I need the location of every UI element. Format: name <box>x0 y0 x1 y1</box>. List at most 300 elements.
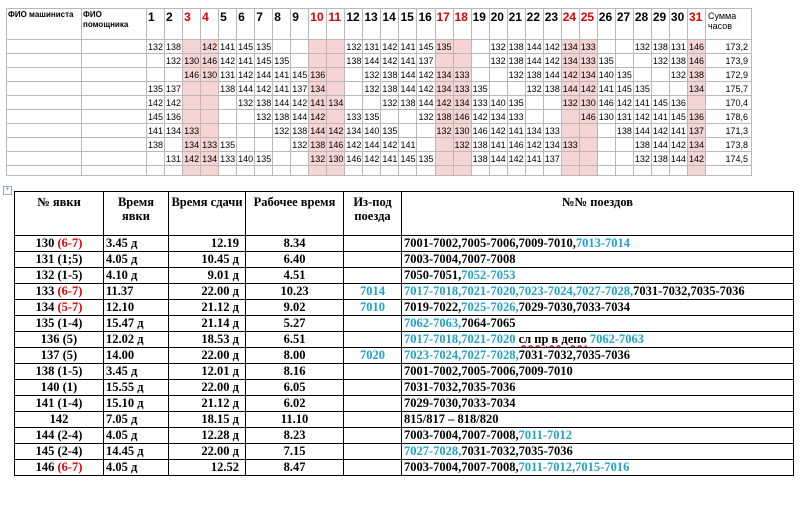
duty-cell <box>579 124 597 138</box>
duty-cell: 142 <box>202 41 218 52</box>
duty-cell <box>453 166 471 176</box>
duty-cell <box>489 166 507 176</box>
duty-from-train: 7014 <box>344 284 402 300</box>
duty-cell <box>219 124 237 138</box>
duty-cell <box>327 54 345 68</box>
train-segment: 7013-7014 <box>575 236 631 250</box>
duty-cell <box>219 166 237 176</box>
train-segment: 7050-7051, <box>404 268 462 282</box>
duty-cell: 138 <box>508 41 524 52</box>
duty-cell: 134 <box>436 69 452 80</box>
duty-cell <box>435 166 453 176</box>
duty-cell <box>435 54 453 68</box>
duty-cell: 146 <box>454 111 470 122</box>
duty-cell <box>273 152 291 166</box>
duty-cell: 144 <box>310 125 326 136</box>
duty-trains <box>402 364 794 380</box>
duty-from-train <box>344 268 402 284</box>
duty-start-time: 14.00 <box>104 348 169 364</box>
duty-cell <box>147 166 165 176</box>
duty-start-time: 4.10 д <box>104 268 169 284</box>
duty-work-time: 7.15 <box>246 444 344 460</box>
duty-trains <box>402 428 794 444</box>
duty-cell: 130 <box>598 111 614 122</box>
duty-cell <box>561 166 579 176</box>
duty-cell <box>687 96 705 110</box>
duty-cell: 132 <box>490 55 506 66</box>
duty-cell: 134 <box>544 139 560 150</box>
duty-cell: 138 <box>472 139 488 150</box>
duty-cell <box>417 138 435 152</box>
duty-cell: 144 <box>562 83 578 94</box>
day-header: 23 <box>543 9 561 40</box>
duty-cell: 132 <box>364 83 380 94</box>
duty-no-cell <box>15 428 104 444</box>
duty-cell: 138 <box>436 111 452 122</box>
duty-cell: 131 <box>616 111 632 122</box>
roster-row <box>7 68 752 82</box>
duty-cell: 141 <box>220 41 236 52</box>
duty-cell: 132 <box>526 83 542 94</box>
day-header: 21 <box>507 9 525 40</box>
duty-cell <box>273 166 291 176</box>
duty-cell: 146 <box>598 97 614 108</box>
duty-start-time: 4.05 д <box>104 428 169 444</box>
duty-work-time: 6.02 <box>246 396 344 412</box>
sum-hours-cell: 173,8 <box>705 138 751 152</box>
assistant-name-cell <box>82 40 147 54</box>
duty-cell: 135 <box>418 153 434 164</box>
duty-cell: 141 <box>652 111 668 122</box>
duty-cell: 138 <box>616 125 632 136</box>
duty-work-time: 8.00 <box>246 348 344 364</box>
duty-cell: 132 <box>418 111 434 122</box>
duty-cell <box>219 110 237 124</box>
duty-cell: 142 <box>616 97 632 108</box>
driver-name-cell <box>7 110 82 124</box>
train-segment: 7029-7030,7033-7034 <box>404 396 516 410</box>
duty-cell: 138 <box>652 41 668 52</box>
duty-cell: 144 <box>238 83 254 94</box>
train-segment: 7031-7032,7035-7036 <box>404 380 516 394</box>
duty-no-cell <box>15 460 104 476</box>
duty-cell: 133 <box>454 83 470 94</box>
duty-cell: 138 <box>382 83 398 94</box>
duty-days: (6-7) <box>57 460 83 474</box>
duty-cell <box>615 138 633 152</box>
duty-end-time: 18.15 д <box>169 412 246 428</box>
duty-cell: 133 <box>202 139 218 150</box>
duty-cell <box>273 138 291 152</box>
duty-no-cell <box>15 396 104 412</box>
day-header: 18 <box>453 9 471 40</box>
train-segment: сл пр в депо <box>518 332 587 346</box>
duty-cell: 142 <box>508 153 524 164</box>
duty-row <box>15 428 794 444</box>
duty-cell <box>165 166 183 176</box>
duty-cell <box>615 166 633 176</box>
duty-cell <box>147 68 165 82</box>
duty-cell: 138 <box>166 41 182 52</box>
duty-days: (1-4) <box>57 316 83 330</box>
duty-cell <box>255 124 273 138</box>
day-header: 28 <box>633 9 651 40</box>
duty-cell: 133 <box>544 125 560 136</box>
duty-end-time: 22.00 д <box>169 348 246 364</box>
duty-cell: 132 <box>238 97 254 108</box>
duty-cell: 142 <box>346 139 362 150</box>
duty-cell: 145 <box>418 41 434 52</box>
duty-no-cell <box>15 348 104 364</box>
duty-days: (1-4) <box>57 396 83 410</box>
duty-cell: 132 <box>454 139 470 150</box>
duty-cell: 144 <box>490 153 506 164</box>
duty-cell <box>237 166 255 176</box>
duty-cell: 132 <box>346 41 362 52</box>
duty-cell: 141 <box>670 125 686 136</box>
duty-cell: 142 <box>382 55 398 66</box>
duty-row <box>15 268 794 284</box>
duty-from-train <box>344 444 402 460</box>
roster-row <box>7 152 752 166</box>
duty-cell <box>651 82 669 96</box>
duty-cell: 140 <box>490 97 506 108</box>
duty-cell: 132 <box>670 69 686 80</box>
train-segment: 7003-7004,7007-7008 <box>404 252 516 266</box>
roster-row <box>7 82 752 96</box>
sum-hours-cell: 175,7 <box>705 82 751 96</box>
duty-cell <box>309 40 327 54</box>
duty-cell: 146 <box>202 55 218 66</box>
roster-row <box>7 110 752 124</box>
duty-cell <box>327 110 345 124</box>
duty-work-time: 9.02 <box>246 300 344 316</box>
duty-cell <box>543 96 561 110</box>
sum-hours-cell: 173,2 <box>705 40 751 54</box>
duty-cell <box>165 68 183 82</box>
duty-cell: 141 <box>148 125 164 136</box>
duty-cell <box>687 166 705 176</box>
duty-cell: 132 <box>166 55 182 66</box>
duty-cell: 134 <box>436 83 452 94</box>
duty-cell: 142 <box>166 97 182 108</box>
duty-cell <box>309 54 327 68</box>
duty-cell <box>561 110 579 124</box>
duty-header-row <box>15 192 794 236</box>
duty-cell: 138 <box>148 139 164 150</box>
duty-row <box>15 236 794 252</box>
duty-cell: 144 <box>274 97 290 108</box>
duty-cell <box>597 40 615 54</box>
duty-cell <box>201 110 219 124</box>
duty-days: (1-5) <box>57 268 83 282</box>
duty-cell <box>201 96 219 110</box>
train-segment: 7023-7024,7027-7028, <box>404 348 519 362</box>
sum-hours-cell: 170,4 <box>705 96 751 110</box>
train-segment: 7052-7053 <box>461 268 516 282</box>
duty-cell: 140 <box>364 125 380 136</box>
assistant-name-cell <box>82 152 147 166</box>
table-move-handle-icon[interactable]: + <box>3 186 12 195</box>
duty-cell: 138 <box>220 83 236 94</box>
duty-trains <box>402 252 794 268</box>
duty-cell: 145 <box>616 83 632 94</box>
train-segment: 7027-7028, <box>404 444 462 458</box>
duty-header-trains: №№ поездов <box>402 192 794 236</box>
duty-cell: 132 <box>274 125 290 136</box>
duty-from-train <box>344 396 402 412</box>
duty-cell: 141 <box>490 139 506 150</box>
duty-row <box>15 364 794 380</box>
duty-trains <box>402 412 794 428</box>
duty-cell: 146 <box>472 125 488 136</box>
duty-cell: 144 <box>364 55 380 66</box>
day-header: 15 <box>399 9 417 40</box>
day-header: 22 <box>525 9 543 40</box>
assistant-name-header: ФИО помощника <box>82 9 147 40</box>
duty-end-time: 12.19 <box>169 236 246 252</box>
duty-cell: 146 <box>346 153 362 164</box>
duty-work-time: 11.10 <box>246 412 344 428</box>
duty-cell <box>255 166 273 176</box>
duty-cell: 133 <box>454 69 470 80</box>
duty-cell: 142 <box>418 69 434 80</box>
duty-cell: 132 <box>256 111 272 122</box>
duty-cell <box>543 110 561 124</box>
duty-cell <box>561 152 579 166</box>
duty-cell <box>471 54 489 68</box>
sum-hours-cell: 178,6 <box>705 110 751 124</box>
train-segment: 815/817 – 818/820 <box>404 412 499 426</box>
duty-days: (1) <box>62 380 78 394</box>
duty-cell: 134 <box>526 125 542 136</box>
duty-cell: 134 <box>688 139 704 150</box>
duty-cell: 135 <box>634 83 650 94</box>
duty-days: (5) <box>62 332 78 346</box>
duty-cell: 142 <box>220 55 236 66</box>
duty-end-time: 22.00 д <box>169 380 246 396</box>
duty-table-wrap <box>14 191 794 476</box>
duty-cell: 144 <box>544 69 560 80</box>
duty-cell: 144 <box>400 83 416 94</box>
train-segment: 7011-7012 <box>518 428 573 442</box>
duty-cell: 130 <box>580 97 596 108</box>
duty-cell: 132 <box>508 69 524 80</box>
roster-row <box>7 96 752 110</box>
duty-cell <box>291 40 309 54</box>
duty-number: 146 <box>35 460 55 474</box>
duty-cell: 144 <box>526 41 542 52</box>
duty-cell: 134 <box>490 111 506 122</box>
duty-cell: 132 <box>634 41 650 52</box>
duty-cell: 132 <box>562 97 578 108</box>
day-header: 11 <box>327 9 345 40</box>
duty-cell <box>327 166 345 176</box>
duty-work-time: 6.40 <box>246 252 344 268</box>
duty-cell <box>273 40 291 54</box>
duty-cell: 137 <box>418 55 434 66</box>
duty-no-cell <box>15 316 104 332</box>
duty-cell <box>291 54 309 68</box>
duty-end-time: 21.14 д <box>169 316 246 332</box>
driver-name-header: ФИО машиниста <box>7 9 82 40</box>
duty-cell: 141 <box>400 41 416 52</box>
duty-cell <box>345 82 363 96</box>
sum-hours-cell: 171,3 <box>705 124 751 138</box>
assistant-name-cell <box>82 138 147 152</box>
duty-work-time: 5.27 <box>246 316 344 332</box>
train-segment: 7064-7065 <box>461 316 516 330</box>
duty-cell <box>489 68 507 82</box>
duty-work-time: 8.16 <box>246 364 344 380</box>
duty-cell <box>597 138 615 152</box>
duty-from-train: 7020 <box>344 348 402 364</box>
duty-trains <box>402 284 794 300</box>
duty-cell: 145 <box>670 111 686 122</box>
duty-cell <box>651 166 669 176</box>
duty-cell <box>183 166 201 176</box>
train-segment: 7062-7063 <box>586 332 645 346</box>
duty-cell: 138 <box>670 55 686 66</box>
roster-row <box>7 166 752 176</box>
duty-cell <box>399 166 417 176</box>
duty-cell: 133 <box>184 125 200 136</box>
duty-cell: 142 <box>364 153 380 164</box>
duty-cell: 132 <box>634 153 650 164</box>
duty-from-train <box>344 252 402 268</box>
duty-cell: 134 <box>310 83 326 94</box>
duty-end-time: 9.01 д <box>169 268 246 284</box>
day-header: 9 <box>291 9 309 40</box>
duty-number: 132 <box>35 268 55 282</box>
sum-hours-header: Сумма часов <box>705 9 751 40</box>
duty-cell: 134 <box>202 153 218 164</box>
duty-end-time: 12.01 д <box>169 364 246 380</box>
duty-cell: 140 <box>238 153 254 164</box>
duty-cell <box>147 152 165 166</box>
duty-trains <box>402 460 794 476</box>
duty-cell: 142 <box>328 125 344 136</box>
duty-cell: 134 <box>688 83 704 94</box>
day-header: 30 <box>669 9 687 40</box>
duty-end-time: 10.45 д <box>169 252 246 268</box>
duty-cell <box>183 96 201 110</box>
duty-cell <box>669 166 687 176</box>
duty-from-train <box>344 364 402 380</box>
duty-cell: 133 <box>472 97 488 108</box>
duty-start-time: 12.10 <box>104 300 169 316</box>
duty-cell <box>615 152 633 166</box>
duty-days: (1;5) <box>57 252 83 266</box>
duty-cell: 131 <box>166 153 182 164</box>
duty-cell <box>615 54 633 68</box>
duty-days: (5-7) <box>57 300 83 314</box>
duty-cell <box>471 40 489 54</box>
day-header: 26 <box>597 9 615 40</box>
duty-cell: 144 <box>418 97 434 108</box>
duty-no-cell <box>15 380 104 396</box>
duty-trains <box>402 300 794 316</box>
duty-cell: 134 <box>346 125 362 136</box>
duty-cell: 135 <box>508 97 524 108</box>
duty-cell: 144 <box>400 69 416 80</box>
train-segment: 7011-7012,7015-7016 <box>518 460 630 474</box>
duty-cell <box>525 166 543 176</box>
day-header: 2 <box>165 9 183 40</box>
duty-cell: 144 <box>292 111 308 122</box>
duty-cell: 135 <box>382 125 398 136</box>
duty-number: 131 <box>35 252 55 266</box>
day-header: 8 <box>273 9 291 40</box>
duty-trains <box>402 348 794 364</box>
day-header: 7 <box>255 9 273 40</box>
train-segment: 7003-7004,7007-7008, <box>404 460 519 474</box>
duty-cell: 135 <box>148 83 164 94</box>
day-header: 14 <box>381 9 399 40</box>
duty-cell <box>399 110 417 124</box>
driver-name-cell <box>7 152 82 166</box>
duty-cell: 135 <box>274 55 290 66</box>
duty-cell: 138 <box>256 97 272 108</box>
day-header: 17 <box>435 9 453 40</box>
duty-cell: 146 <box>184 69 200 80</box>
driver-name-cell <box>7 124 82 138</box>
duty-start-time: 15.10 д <box>104 396 169 412</box>
duty-no-cell <box>15 268 104 284</box>
duty-cell: 132 <box>436 125 452 136</box>
duty-cell: 142 <box>292 97 308 108</box>
duty-cell: 135 <box>364 111 380 122</box>
duty-cell: 136 <box>688 111 704 122</box>
duty-row <box>15 396 794 412</box>
duty-number: 145 <box>35 444 55 458</box>
duty-number: 136 <box>40 332 60 346</box>
duty-cell <box>579 166 597 176</box>
duty-cell: 133 <box>580 55 596 66</box>
duty-cell <box>381 166 399 176</box>
duty-start-time: 15.55 д <box>104 380 169 396</box>
day-header: 13 <box>363 9 381 40</box>
duty-cell <box>561 124 579 138</box>
duty-cell: 145 <box>238 41 254 52</box>
duty-cell <box>507 166 525 176</box>
duty-no-cell <box>15 332 104 348</box>
duty-number: 137 <box>40 348 60 362</box>
duty-start-time: 3.45 д <box>104 236 169 252</box>
duty-cell: 141 <box>400 55 416 66</box>
duty-cell: 130 <box>184 55 200 66</box>
sum-hours-cell <box>705 166 751 176</box>
assistant-name-cell <box>82 68 147 82</box>
duty-cell <box>435 138 453 152</box>
duty-cell: 142 <box>382 41 398 52</box>
duty-trains <box>402 444 794 460</box>
duty-row <box>15 332 794 348</box>
duty-cell: 141 <box>382 153 398 164</box>
duty-cell: 144 <box>364 139 380 150</box>
duty-cell: 132 <box>148 41 164 52</box>
duty-cell: 133 <box>508 111 524 122</box>
driver-name-cell <box>7 138 82 152</box>
duty-from-train <box>344 236 402 252</box>
duty-cell: 145 <box>400 153 416 164</box>
duty-cell: 146 <box>328 139 344 150</box>
assistant-name-cell <box>82 54 147 68</box>
duty-cell: 136 <box>166 111 182 122</box>
day-header: 6 <box>237 9 255 40</box>
duty-cell <box>525 110 543 124</box>
day-header: 10 <box>309 9 327 40</box>
